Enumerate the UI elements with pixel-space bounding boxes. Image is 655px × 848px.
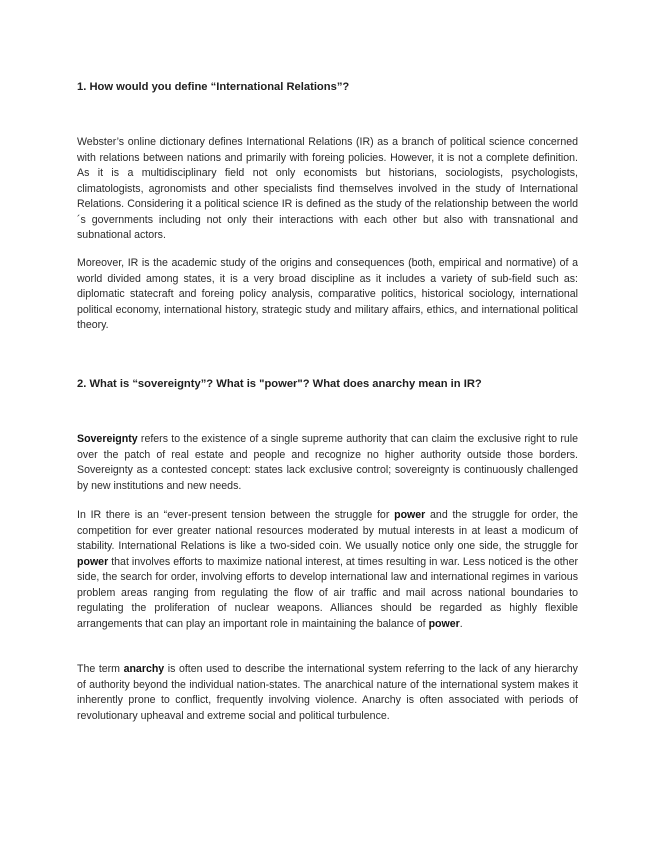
anarchy-text-b: is often used to describe the international system referring to the lack of any hierarchy of authority beyond the individual nation-states. The anarchical nature of the international system makes it inherently prone to conflict, frequently involving violence. Anarchy is often associated with periods of revolutionary upheaval and extreme social and political turbulence. <box>77 663 578 722</box>
paragraph-ir-academic-study: Moreover, IR is the academic study of the origins and consequences (both, empirical and normative) of a world divided among states, it is a very broad discipline as it includes a variety of sub-field such as: diplomatic statecraft and foreing policy analysis, comparative politics, historical sociology, international political economy, international history, strategic study and military affairs, ethics, and international political theory. <box>77 257 578 331</box>
paragraph-ir-definition: Webster’s online dictionary defines International Relations (IR) as a branch of political science concerned with relations between nations and primarily with foreing policies. However, it is not a complete definition. As it is a multidisciplinary field not only economists but historians, sociologists, psychologists, climatologists, agronomists and other specialists find themselves involved in the study of International Relations. Considering it a political science IR is defined as the study of the relationship between the world´s governments including not only their interactions with each other but also with transnational and subnational actors. <box>77 136 578 241</box>
power-text-c: that involves efforts to maximize national interest, at times resulting in war. Less noticed is the other side, the search for order, involving efforts to develop international law and international regimes in various problem areas ranging from regulating the flow of air traffic and mail across national boundaries to regulating the proliferation of nuclear weapons. Alliances should be regarded as highly flexible arrangements that can play an important role in maintaining the balance of <box>77 555 578 630</box>
power-text-d: . <box>459 617 463 630</box>
term-sovereignty: Sovereignty <box>77 433 138 445</box>
paragraph-power <box>77 508 578 632</box>
term-power: power <box>428 617 460 630</box>
term-anarchy: anarchy <box>123 663 165 675</box>
sovereignty-text: refers to the existence of a single supreme authority that can claim the exclusive right to rule over the patch of real estate and people and recognize no higher authority outside those borders. Sovereignty as a contested concept: states lack exclusive control; sovereignty is continuously challenged by new institutions and new needs. <box>77 433 578 492</box>
anarchy-text-a: The term <box>77 663 124 675</box>
term-power: power <box>394 509 426 521</box>
question-1-heading: 1. How would you define “International Relations”? <box>77 81 350 93</box>
question-2-heading: 2. What is “sovereignty”? What is "power"? What does anarchy mean in IR? <box>77 378 482 390</box>
power-text-a: In IR there is an “ever-present tension between the struggle for <box>77 509 395 521</box>
term-power: power <box>77 555 109 568</box>
paragraph-anarchy <box>77 662 578 724</box>
power-text-b: and the struggle for order, the competition for ever greater national resources moderated by mutual interests in at least a modicum of stability. International Relations is like a two-sided coin. We usually notice only one side, the struggle for <box>77 509 578 552</box>
paragraph-sovereignty <box>77 432 578 494</box>
